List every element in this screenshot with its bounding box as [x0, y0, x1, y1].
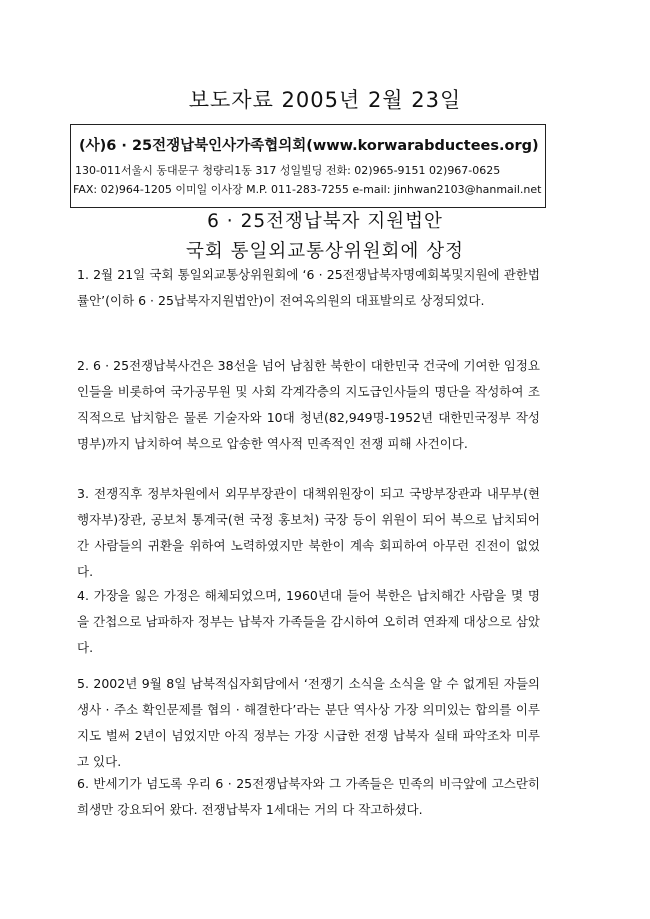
paragraph-2: 2. 6 · 25전쟁납북사건은 38선을 넘어 남침한 북한이 대한민국 건국에 기여한 임정요인들을 비롯하여 국가공무원 및 사회 각계각층의 지도급인사들의 명단을 작성하여 조직적으로 납치함은 물론 기술자와 10대 청년(82,949명-1952년 대한민국정부 작성 명부)까지 납치하여 북으로 압송한 역사적 민족적인 전쟁 피해 사건이다. — [77, 358, 540, 451]
headline-line-1: 6 · 25전쟁납북자 지원법안 — [207, 211, 443, 232]
address-phone-line: 130-011서울시 동대문구 청량리1동 317 성일빌딩 전화: 02)965-9151 02)967-0625 — [75, 164, 501, 177]
paragraph-5: 5. 2002년 9월 8일 남북적십자회담에서 ‘전쟁기 소식을 소식을 알 수 없게된 자들의 생사 · 주소 확인문제를 협의 · 해결한다’라는 분단 역사상 가장 의미있는 합의를 이루지도 벌써 2년이 넘었지만 아직 정부는 가장 시급한 전쟁 납북자 실태 파악조차 미루고 있다. — [77, 676, 540, 769]
paragraph-4: 4. 가장을 잃은 가정은 해체되었으며, 1960년대 들어 북한은 납치해간 사람을 몇 명을 간첩으로 남파하자 정부는 납북자 가족들을 감시하여 오히려 연좌제 대상으로 삼았다. — [77, 588, 540, 655]
fax-email-line: FAX: 02)964-1205 이미일 이사장 M.P. 011-283-7255 e-mail: jinhwan2103@hanmail.net — [73, 183, 542, 196]
paragraph-6: 6. 반세기가 넘도록 우리 6 · 25전쟁납북자와 그 가족들은 민족의 비극앞에 고스란히 희생만 강요되어 왔다. 전쟁납북자 1세대는 거의 다 작고하셨다. — [77, 776, 540, 817]
press-release-date-title: 보도자료 2005년 2월 23일 — [188, 88, 462, 112]
headline-line-2: 국회 통일외교통상위원회에 상정 — [186, 241, 464, 262]
organization-name: (사)6 · 25전쟁납북인사가족협의회(www.korwarabductees.org) — [79, 138, 539, 154]
contact-info-box — [70, 124, 546, 208]
paragraph-3: 3. 전쟁직후 정부차원에서 외무부장관이 대책위원장이 되고 국방부장관과 내무부(현 행자부)장관, 공보처 통계국(현 국정 홍보처) 국장 등이 위원이 되어 북으로 납치되어간 사람들의 귀환을 위하여 노력하였지만 북한이 계속 회피하여 아무런 진전이 없었다. — [77, 486, 540, 579]
paragraph-1: 1. 2월 21일 국회 통일외교통상위원회에 ‘6 · 25전쟁납북자명예회복및지원에 관한법률안’(이하 6 · 25납북자지원법안)이 전여옥의원의 대표발의로 상정되었다. — [77, 267, 540, 308]
